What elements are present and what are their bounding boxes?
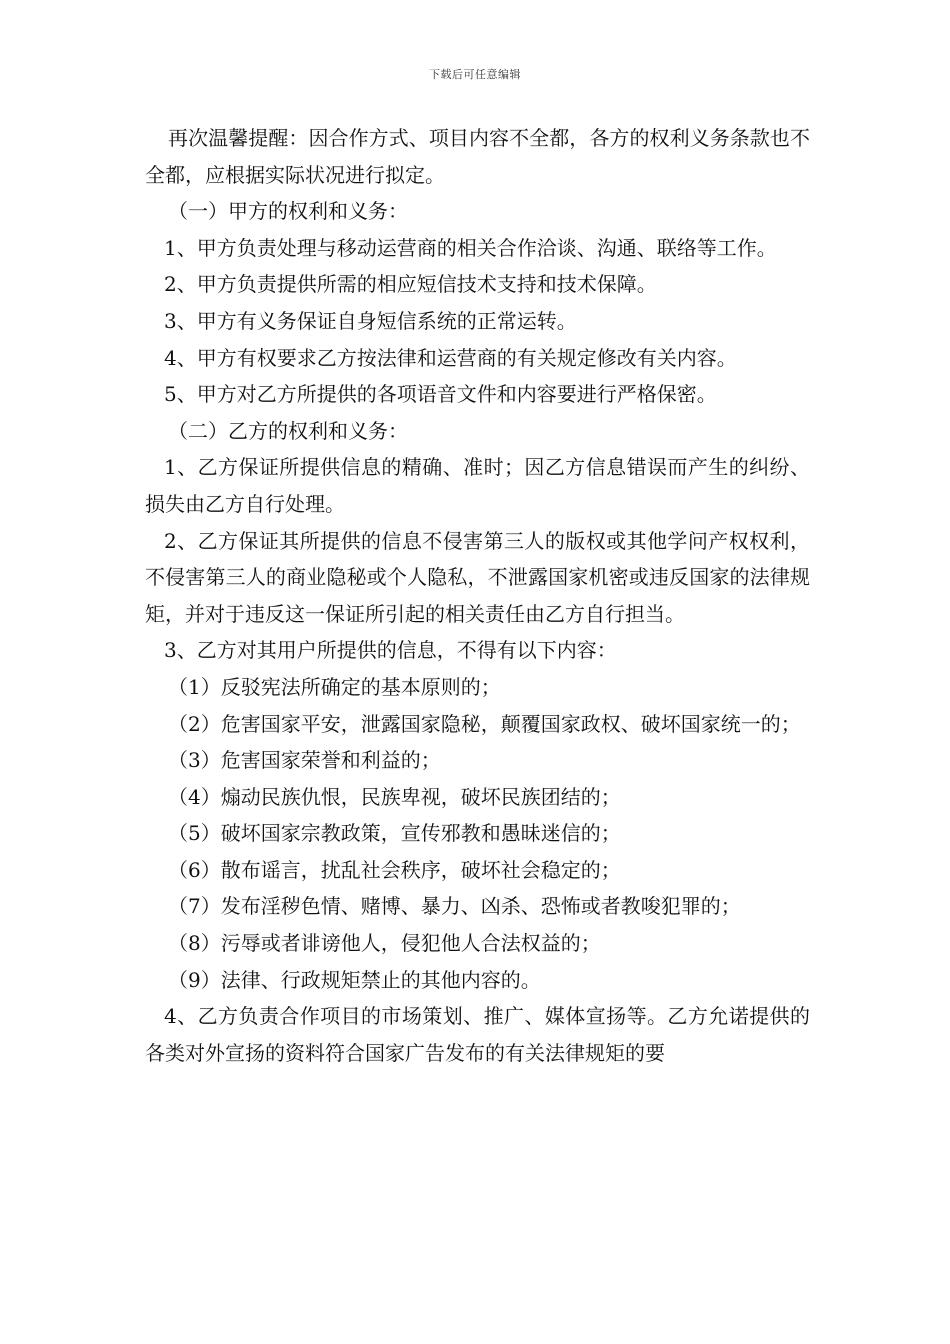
section-heading-party-a: （一）甲方的权利和义务：: [168, 199, 408, 224]
document-body: [145, 120, 810, 1071]
list-item-3: （3）危害国家荣誉和利益的；: [168, 748, 441, 773]
paragraph-a-4: 4、甲方有权要求乙方按法律和运营商的有关规定修改有关内容。: [164, 345, 737, 370]
paragraph-a-3: 3、甲方有义务保证自身短信系统的正常运转。: [164, 308, 577, 333]
list-item-7: （7）发布淫秽色情、赌博、暴力、凶杀、恐怖或者教唆犯罪的；: [168, 894, 741, 919]
list-item-5: （5）破坏国家宗教政策，宣传邪教和愚昧迷信的；: [168, 821, 621, 846]
paragraph-reminder: 再次温馨提醒：因合作方式、项目内容不全都，各方的权利义务条款也不全都，应根据实际状况进行拟定。: [145, 126, 810, 187]
list-item-8: （8）污辱或者诽谤他人，侵犯他人合法权益的；: [168, 931, 601, 956]
list-item-1: （1）反驳宪法所确定的基本原则的；: [168, 674, 501, 699]
list-item-4: （4）煽动民族仇恨，民族卑视，破坏民族团结的；: [168, 784, 621, 809]
list-item-6: （6）散布谣言，扰乱社会秩序，破坏社会稳定的；: [168, 857, 621, 882]
paragraph-b-4: 4、乙方负责合作项目的市场策划、推广、媒体宣扬等。乙方允诺提供的各类对外宣扬的资料符合国家广告发布的有关法律规矩的要: [145, 1004, 810, 1065]
list-item-2: （2）危害国家平安，泄露国家隐秘，颠覆国家政权、破坏国家统一的；: [168, 711, 801, 736]
paragraph-a-1: 1、甲方负责处理与移动运营商的相关合作洽谈、沟通、联络等工作。: [164, 235, 777, 260]
page-header: 下载后可任意编辑: [429, 68, 521, 81]
paragraph-b-2: 2、乙方保证其所提供的信息不侵害第三人的版权或其他学问产权权利，不侵害第三人的商业隐秘或个人隐私，不泄露国家机密或违反国家的法律规矩，并对于违反这一保证所引起的相关责任由乙方自行担当。: [145, 528, 810, 626]
paragraph-b-1: 1、乙方保证所提供信息的精确、准时；因乙方信息错误而产生的纠纷、损失由乙方自行处理。: [145, 455, 810, 516]
section-heading-party-b: （二）乙方的权利和义务：: [168, 418, 408, 443]
paragraph-a-2: 2、甲方负责提供所需的相应短信技术支持和技术保障。: [164, 272, 657, 297]
list-item-9: （9）法律、行政规矩禁止的其他内容的。: [168, 967, 541, 992]
paragraph-b-3: 3、乙方对其用户所提供的信息，不得有以下内容：: [164, 638, 617, 663]
paragraph-a-5: 5、甲方对乙方所提供的各项语音文件和内容要进行严格保密。: [164, 382, 717, 407]
